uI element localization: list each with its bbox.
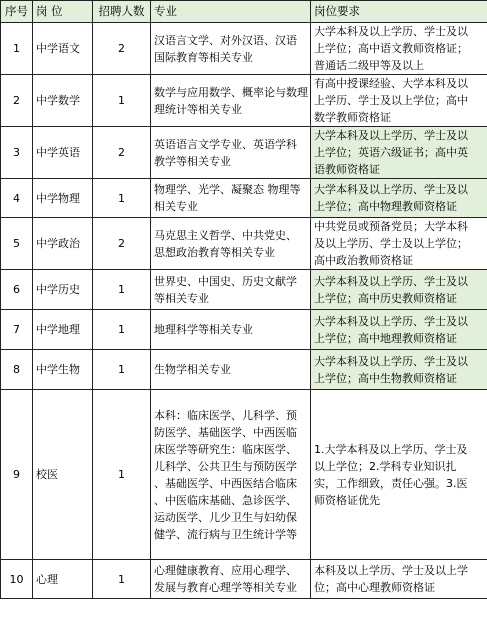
row-post: 中学生物 xyxy=(33,350,93,390)
major-line: 儿科学、公共卫生与预防医学 xyxy=(154,459,297,473)
row-requirements xyxy=(311,310,487,350)
header-no: 序号 xyxy=(1,1,33,23)
table-row xyxy=(1,23,487,75)
row-post: 中学语文 xyxy=(33,23,93,75)
requirement-line: 师资格证优先 xyxy=(314,493,380,507)
header-row xyxy=(1,1,487,23)
major-line: 运动医学、儿少卫生与妇幼保 xyxy=(154,510,297,524)
row-major xyxy=(151,75,311,127)
row-count: 1 xyxy=(93,75,151,127)
requirement-line: 上学位；高中物理教师资格证 xyxy=(314,200,457,213)
row-post: 校医 xyxy=(33,390,93,560)
requirement-line: 有高中授课经验、大学本科及以 xyxy=(314,77,468,90)
row-major xyxy=(151,560,311,599)
major-line: 、中医临床基础、急诊医学、 xyxy=(154,493,297,507)
table-row xyxy=(1,310,487,350)
major-line: 床医学等研究生：临床医学、 xyxy=(154,442,297,456)
table-row xyxy=(1,560,487,599)
row-post: 中学物理 xyxy=(33,179,93,218)
row-major xyxy=(151,127,311,179)
row-count: 1 xyxy=(93,350,151,390)
requirement-line: 上学位；高中历史教师资格证 xyxy=(314,291,457,305)
requirement-line: 数学教师资格证 xyxy=(314,111,391,124)
requirement-line: 大学本科及以上学历、学士及以 xyxy=(314,25,468,38)
row-post: 中学数学 xyxy=(33,75,93,127)
row-number: 9 xyxy=(1,390,33,560)
major-line: 理统计等相关专业 xyxy=(154,102,242,116)
requirement-line: 大学本科及以上学历、学士及以 xyxy=(314,314,468,328)
row-post: 心理 xyxy=(33,560,93,599)
row-major xyxy=(151,218,311,270)
major-line: 马克思主义哲学、中共党史、 xyxy=(154,228,297,242)
requirement-line: 上学位；高中生物教师资格证 xyxy=(314,371,457,385)
major-line: 思想政治教育等相关专业 xyxy=(154,245,275,259)
requirement-line: 语教师资格证 xyxy=(314,163,380,176)
row-post: 中学历史 xyxy=(33,270,93,310)
row-requirements xyxy=(311,350,487,390)
header-major: 专业 xyxy=(151,1,311,23)
major-line: 汉语言文学、对外汉语、汉语 xyxy=(154,33,297,47)
major-line: 防医学、基础医学、中西医临 xyxy=(154,425,297,439)
major-line: 国际教育等相关专业 xyxy=(154,50,253,64)
requirement-line: 普通话二级甲等及以上 xyxy=(314,59,424,72)
row-count: 1 xyxy=(93,560,151,599)
requirement-line: 上学位；英语六级证书；高中英 xyxy=(314,146,468,159)
requirement-line: 大学本科及以上学历、学士及以 xyxy=(314,129,468,142)
major-line: 发展与教育心理学等相关专业 xyxy=(154,581,297,594)
row-number: 3 xyxy=(1,127,33,179)
row-count: 1 xyxy=(93,390,151,560)
row-post: 中学英语 xyxy=(33,127,93,179)
header-count: 招聘人数 xyxy=(93,1,151,23)
major-line: 世界史、中国史、历史文献学 xyxy=(154,274,297,288)
row-number: 10 xyxy=(1,560,33,599)
row-post: 中学地理 xyxy=(33,310,93,350)
requirement-line: 高中政治教师资格证 xyxy=(314,254,413,267)
table-row xyxy=(1,218,487,270)
row-major xyxy=(151,23,311,75)
requirement-line: 位；高中心理教师资格证 xyxy=(314,581,435,594)
row-requirements xyxy=(311,127,487,179)
row-count: 2 xyxy=(93,127,151,179)
requirement-line: 本科及以上学历、学士及以上学 xyxy=(314,564,468,577)
row-number: 5 xyxy=(1,218,33,270)
row-count: 1 xyxy=(93,270,151,310)
row-number: 8 xyxy=(1,350,33,390)
row-count: 2 xyxy=(93,23,151,75)
table-row xyxy=(1,350,487,390)
requirement-line: 上学历、学士及以上学位；高中 xyxy=(314,94,468,107)
row-requirements xyxy=(311,218,487,270)
row-number: 7 xyxy=(1,310,33,350)
major-line: 相关专业 xyxy=(154,200,198,213)
row-count: 2 xyxy=(93,218,151,270)
row-major xyxy=(151,310,311,350)
table-row xyxy=(1,75,487,127)
major-line: 本科：临床医学、儿科学、预 xyxy=(154,408,297,422)
major-line: 英语语言文学专业、英语学科 xyxy=(154,137,297,151)
row-requirements xyxy=(311,560,487,599)
table-row xyxy=(1,390,487,560)
row-major xyxy=(151,179,311,218)
table-row xyxy=(1,270,487,310)
requirement-line: 及以上学历、学士及以上学位； xyxy=(314,237,468,250)
row-number: 1 xyxy=(1,23,33,75)
requirement-line: 上学位；高中语文教师资格证； xyxy=(314,42,468,55)
major-line: 生物学相关专业 xyxy=(154,363,231,376)
requirement-line: 大学本科及以上学历、学士及以 xyxy=(314,274,468,288)
row-major xyxy=(151,390,311,560)
row-requirements xyxy=(311,270,487,310)
row-count: 1 xyxy=(93,179,151,218)
header-post: 岗 位 xyxy=(33,1,93,23)
row-requirements xyxy=(311,75,487,127)
requirement-line: 大学本科及以上学历、学士及以 xyxy=(314,354,468,368)
major-line: 地理科学等相关专业 xyxy=(154,323,253,336)
row-requirements xyxy=(311,390,487,560)
row-major xyxy=(151,270,311,310)
row-post: 中学政治 xyxy=(33,218,93,270)
row-count: 1 xyxy=(93,310,151,350)
row-major xyxy=(151,350,311,390)
requirement-line: 1.大学本科及以上学历、学士及 xyxy=(314,442,468,456)
table-row xyxy=(1,179,487,218)
header-requirements: 岗位要求 xyxy=(311,1,487,23)
major-line: 、基础医学、中西医结合临床 xyxy=(154,476,297,490)
row-requirements xyxy=(311,179,487,218)
requirement-line: 大学本科及以上学历、学士及以 xyxy=(314,183,468,196)
requirement-line: 以上学位；2.学科专业知识扎 xyxy=(314,459,457,473)
major-line: 数学与应用数学、概率论与数理 xyxy=(154,85,308,99)
requirement-line: 实，工作细致，责任心强。3.医 xyxy=(314,476,468,490)
major-line: 教学等相关专业 xyxy=(154,154,231,168)
major-line: 物理学、光学、凝聚态 物理等 xyxy=(154,183,301,196)
requirement-line: 中共党员或预备党员；大学本科 xyxy=(314,220,468,233)
row-number: 6 xyxy=(1,270,33,310)
row-requirements xyxy=(311,23,487,75)
major-line: 心理健康教育、应用心理学、 xyxy=(154,564,297,577)
row-number: 2 xyxy=(1,75,33,127)
requirement-line: 上学位；高中地理教师资格证 xyxy=(314,331,457,345)
major-line: 等相关专业 xyxy=(154,291,209,305)
table-row xyxy=(1,127,487,179)
major-line: 健学、流行病与卫生统计学等 xyxy=(154,527,297,541)
row-number: 4 xyxy=(1,179,33,218)
